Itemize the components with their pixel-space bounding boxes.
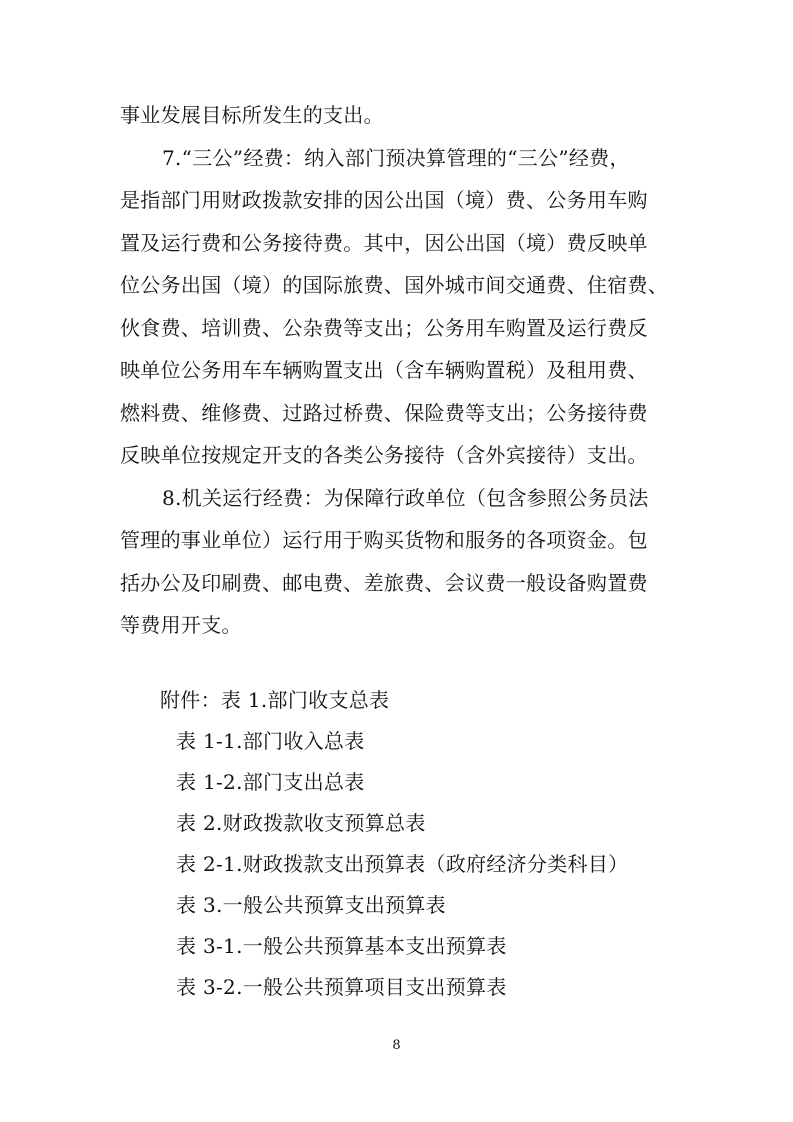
attachment-item: 表 3-1.一般公共预算基本支出预算表 bbox=[176, 934, 507, 958]
body-text bbox=[120, 94, 680, 647]
paragraph-line: 置及运行费和公务接待费。其中，因公出国（境）费反映单 bbox=[120, 230, 648, 255]
paragraph-line: 管理的事业单位）运行用于购买货物和服务的各项资金。包 bbox=[120, 528, 648, 552]
attachment-list bbox=[160, 680, 680, 1008]
attachment-item: 表 2-1.财政拨款支出预算表（政府经济分类科目） bbox=[176, 852, 629, 876]
attachment-item: 表 1-1.部门收入总表 bbox=[176, 729, 365, 753]
paragraph-line: 位公务出国（境）的国际旅费、国外城市间交通费、住宿费、 bbox=[120, 273, 669, 297]
attachment-item: 表 2.财政拨款收支预算总表 bbox=[176, 811, 426, 835]
paragraph-line: 伙食费、培训费、公杂费等支出；公务用车购置及运行费反 bbox=[120, 315, 648, 340]
attachment-item: 表 3-2.一般公共预算项目支出预算表 bbox=[176, 975, 507, 999]
attachment-item: 表 3.一般公共预算支出预算表 bbox=[176, 893, 446, 917]
paragraph-line: 燃料费、维修费、过路过桥费、保险费等支出；公务接待费 bbox=[120, 400, 648, 425]
paragraph-line: 映单位公务用车车辆购置支出（含车辆购置税）及租用费、 bbox=[120, 358, 648, 382]
attachment-item: 表 1-2.部门支出总表 bbox=[176, 770, 365, 794]
paragraph-line: 反映单位按规定开支的各类公务接待（含外宾接待）支出。 bbox=[120, 443, 648, 467]
page-number: 8 bbox=[392, 1038, 401, 1053]
paragraph-line: 事业发展目标所发生的支出。 bbox=[120, 103, 384, 127]
paragraph-line: 等费用开支。 bbox=[120, 613, 242, 637]
paragraph-line: 8.机关运行经费：为保障行政单位（包含参照公务员法 bbox=[162, 485, 649, 510]
attachment-label: 附件：表 1.部门收支总表 bbox=[160, 688, 390, 712]
paragraph-line: 7.“三公”经费：纳入部门预决算管理的“三公”经费， bbox=[162, 145, 630, 170]
paragraph-line: 括办公及印刷费、邮电费、差旅费、会议费一般设备购置费 bbox=[120, 570, 648, 595]
paragraph-line: 是指部门用财政拨款安排的因公出国（境）费、公务用车购 bbox=[120, 188, 648, 212]
